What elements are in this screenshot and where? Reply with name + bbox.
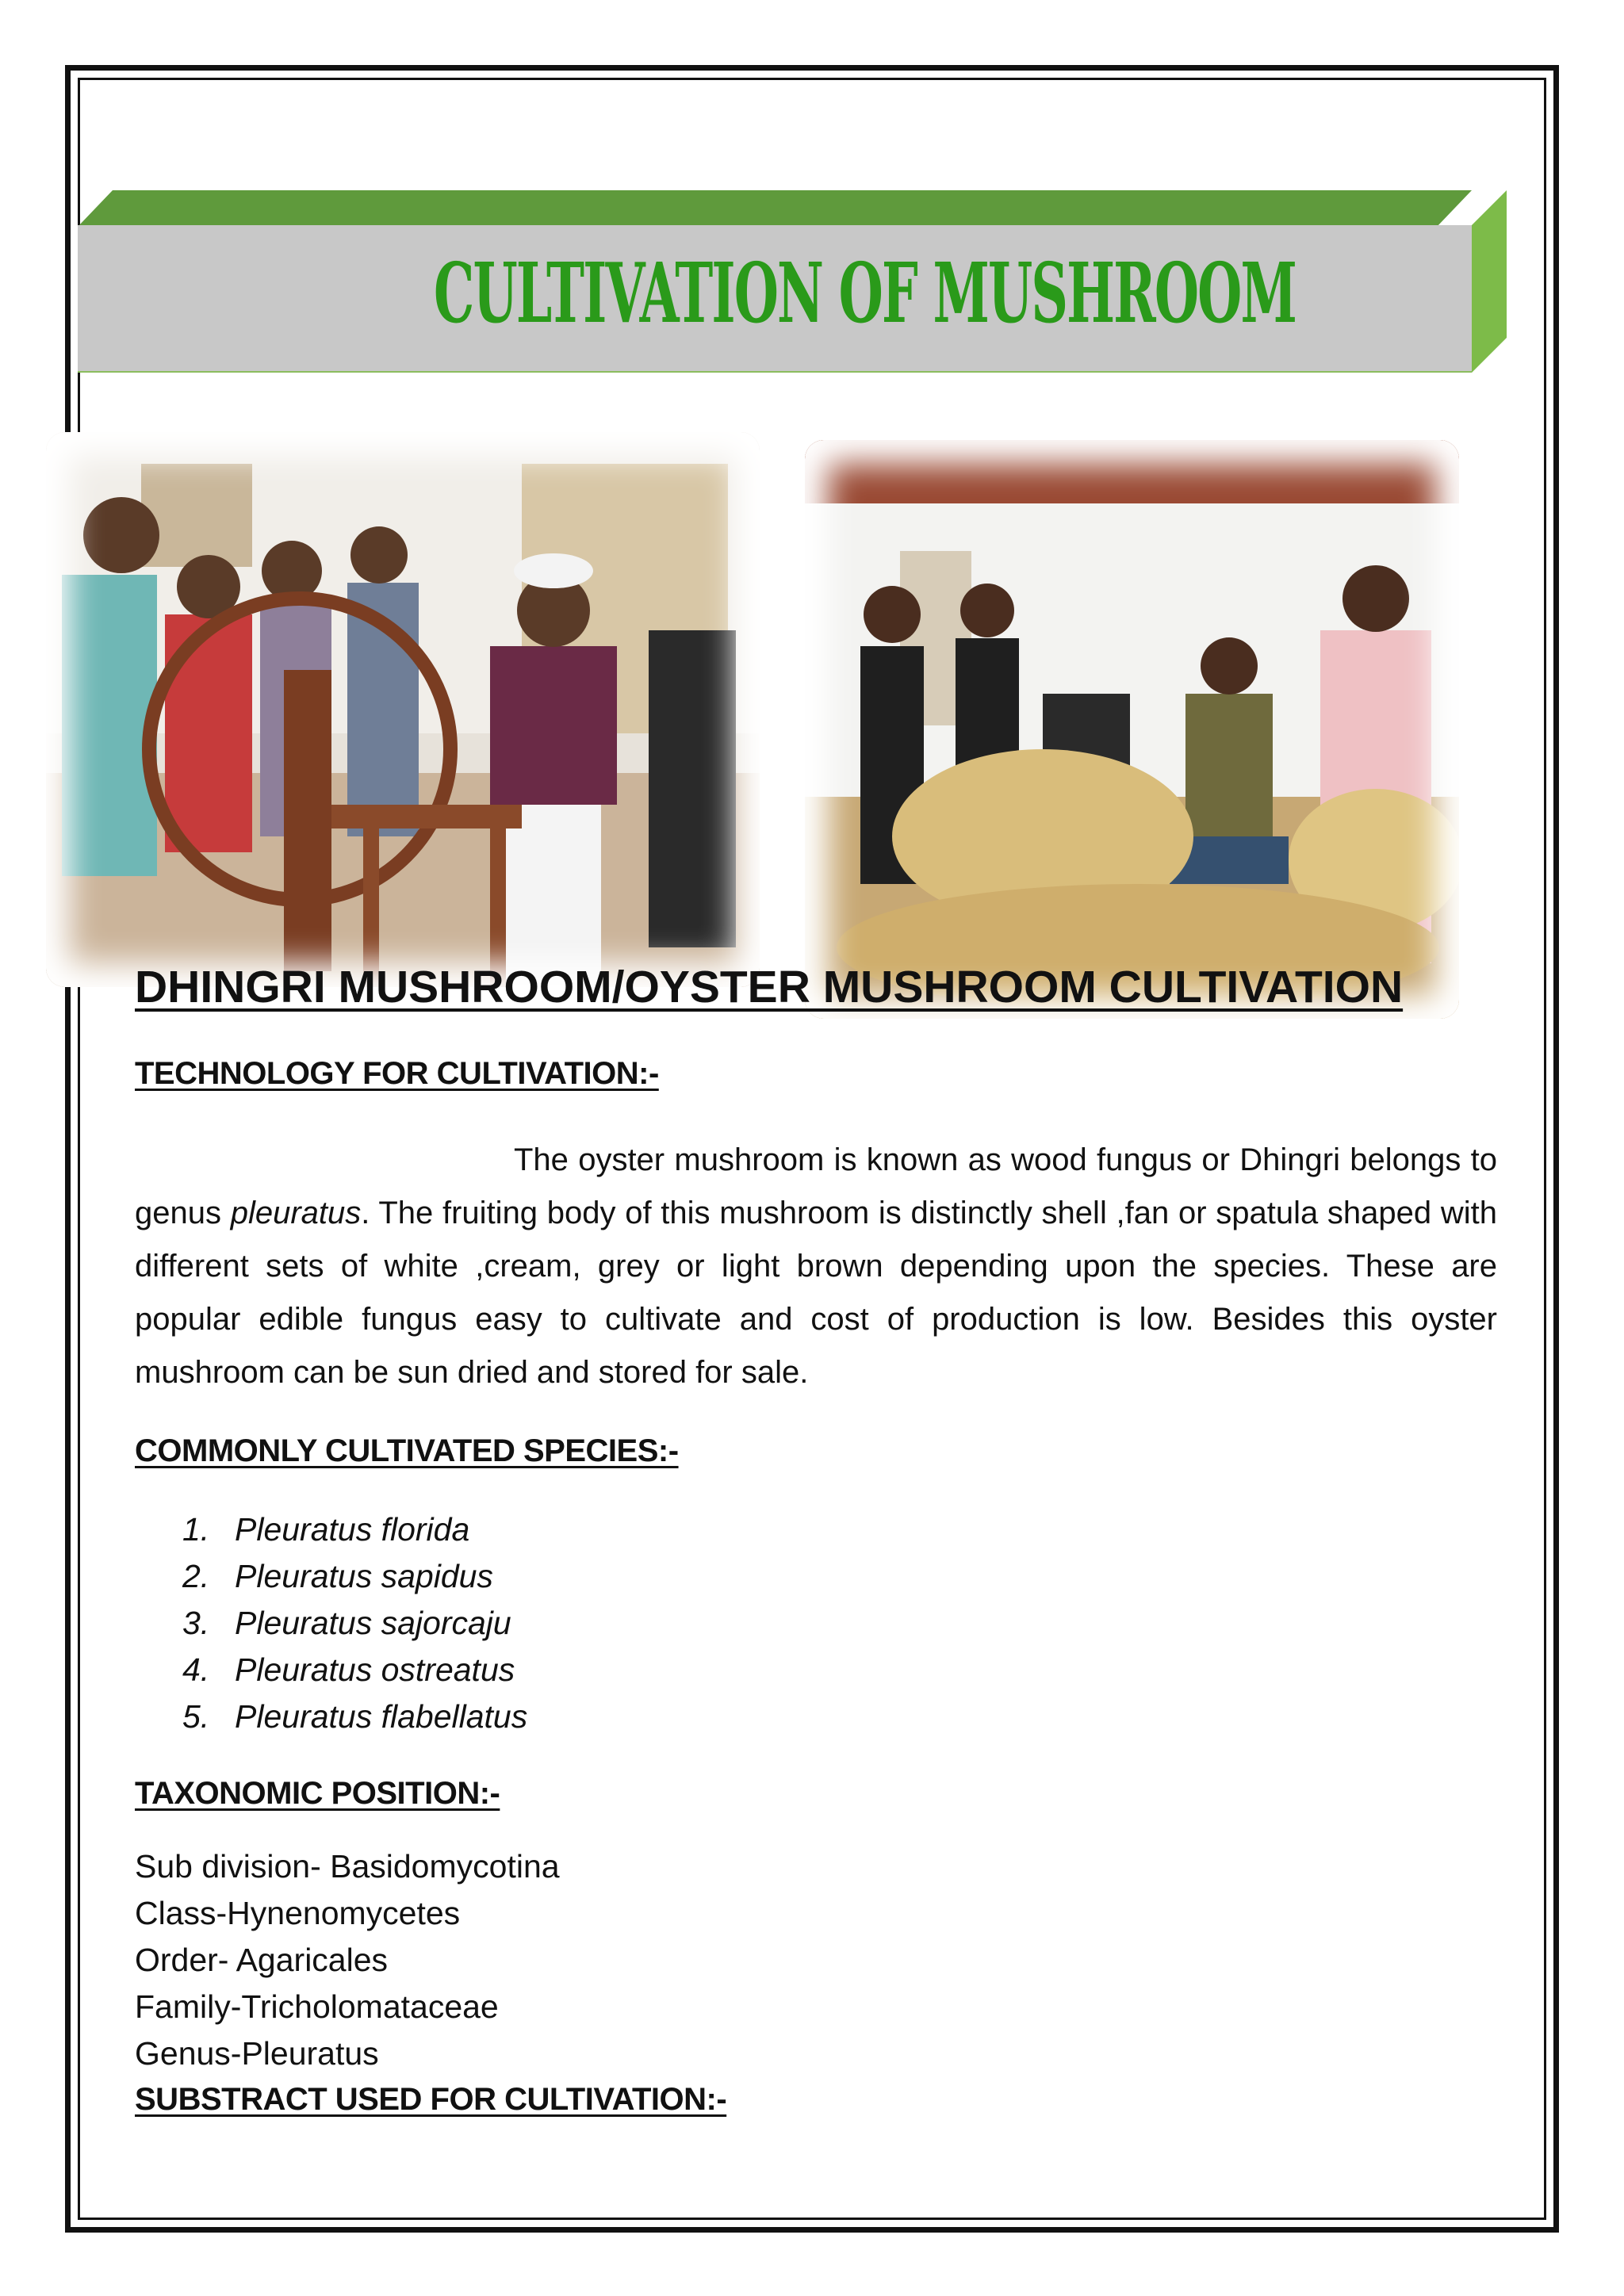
taxonomy-line: Sub division- Basidomycotina <box>135 1848 560 1885</box>
list-item: 4. Pleuratus ostreatus <box>182 1651 515 1688</box>
section-heading: DHINGRI MUSHROOM/OYSTER MUSHROOM CULTIVATION <box>135 962 1404 1012</box>
taxonomy-line: Class-Hynenomycetes <box>135 1895 461 1931</box>
taxonomy-list <box>135 1843 560 2077</box>
taxonomy-heading: TAXONOMIC POSITION:- <box>135 1776 500 1811</box>
banner-top-bevel <box>78 190 1472 227</box>
taxonomy-line: Family-Tricholomataceae <box>135 1988 499 2025</box>
species-heading: COMMONLY CULTIVATED SPECIES:- <box>135 1433 679 1468</box>
paragraph-first-line: The oyster mushroom is known as wood fungus or Dhingri <box>514 1142 1340 1177</box>
list-item: 5. Pleuratus flabellatus <box>182 1698 528 1735</box>
species-list <box>182 1506 527 1740</box>
list-item: 1. Pleuratus florida <box>182 1511 470 1548</box>
chaff-cutter-photo <box>46 432 760 987</box>
page-title: CULTIVATION OF MUSHROOM <box>434 244 1297 342</box>
substrate-heading: SUBSTRACT USED FOR CULTIVATION:- <box>135 2082 727 2117</box>
list-item: 2. Pleuratus sapidus <box>182 1558 493 1594</box>
straw-preparation-photo <box>805 440 1459 1019</box>
technology-paragraph: The oyster mushroom is known as wood fungus or Dhingri belongs to genus pleuratus. The fruiting body of this mushroom is distinctly shell ,fan or spatula shaped with different sets of white ,cream, grey or light brown depending upon the species. These are popular edible fungus easy to cultivate and cost of production is low. Besides this oyster mushroom can be sun dried and stored for sale. <box>135 1142 1497 1390</box>
taxonomy-line: Genus-Pleuratus <box>135 2035 379 2072</box>
technology-heading: TECHNOLOGY FOR CULTIVATION:- <box>135 1056 659 1091</box>
taxonomy-line: Order- Agaricales <box>135 1942 389 1978</box>
genus-name: pleuratus <box>230 1196 362 1230</box>
list-item: 3. Pleuratus sajorcaju <box>182 1605 511 1641</box>
